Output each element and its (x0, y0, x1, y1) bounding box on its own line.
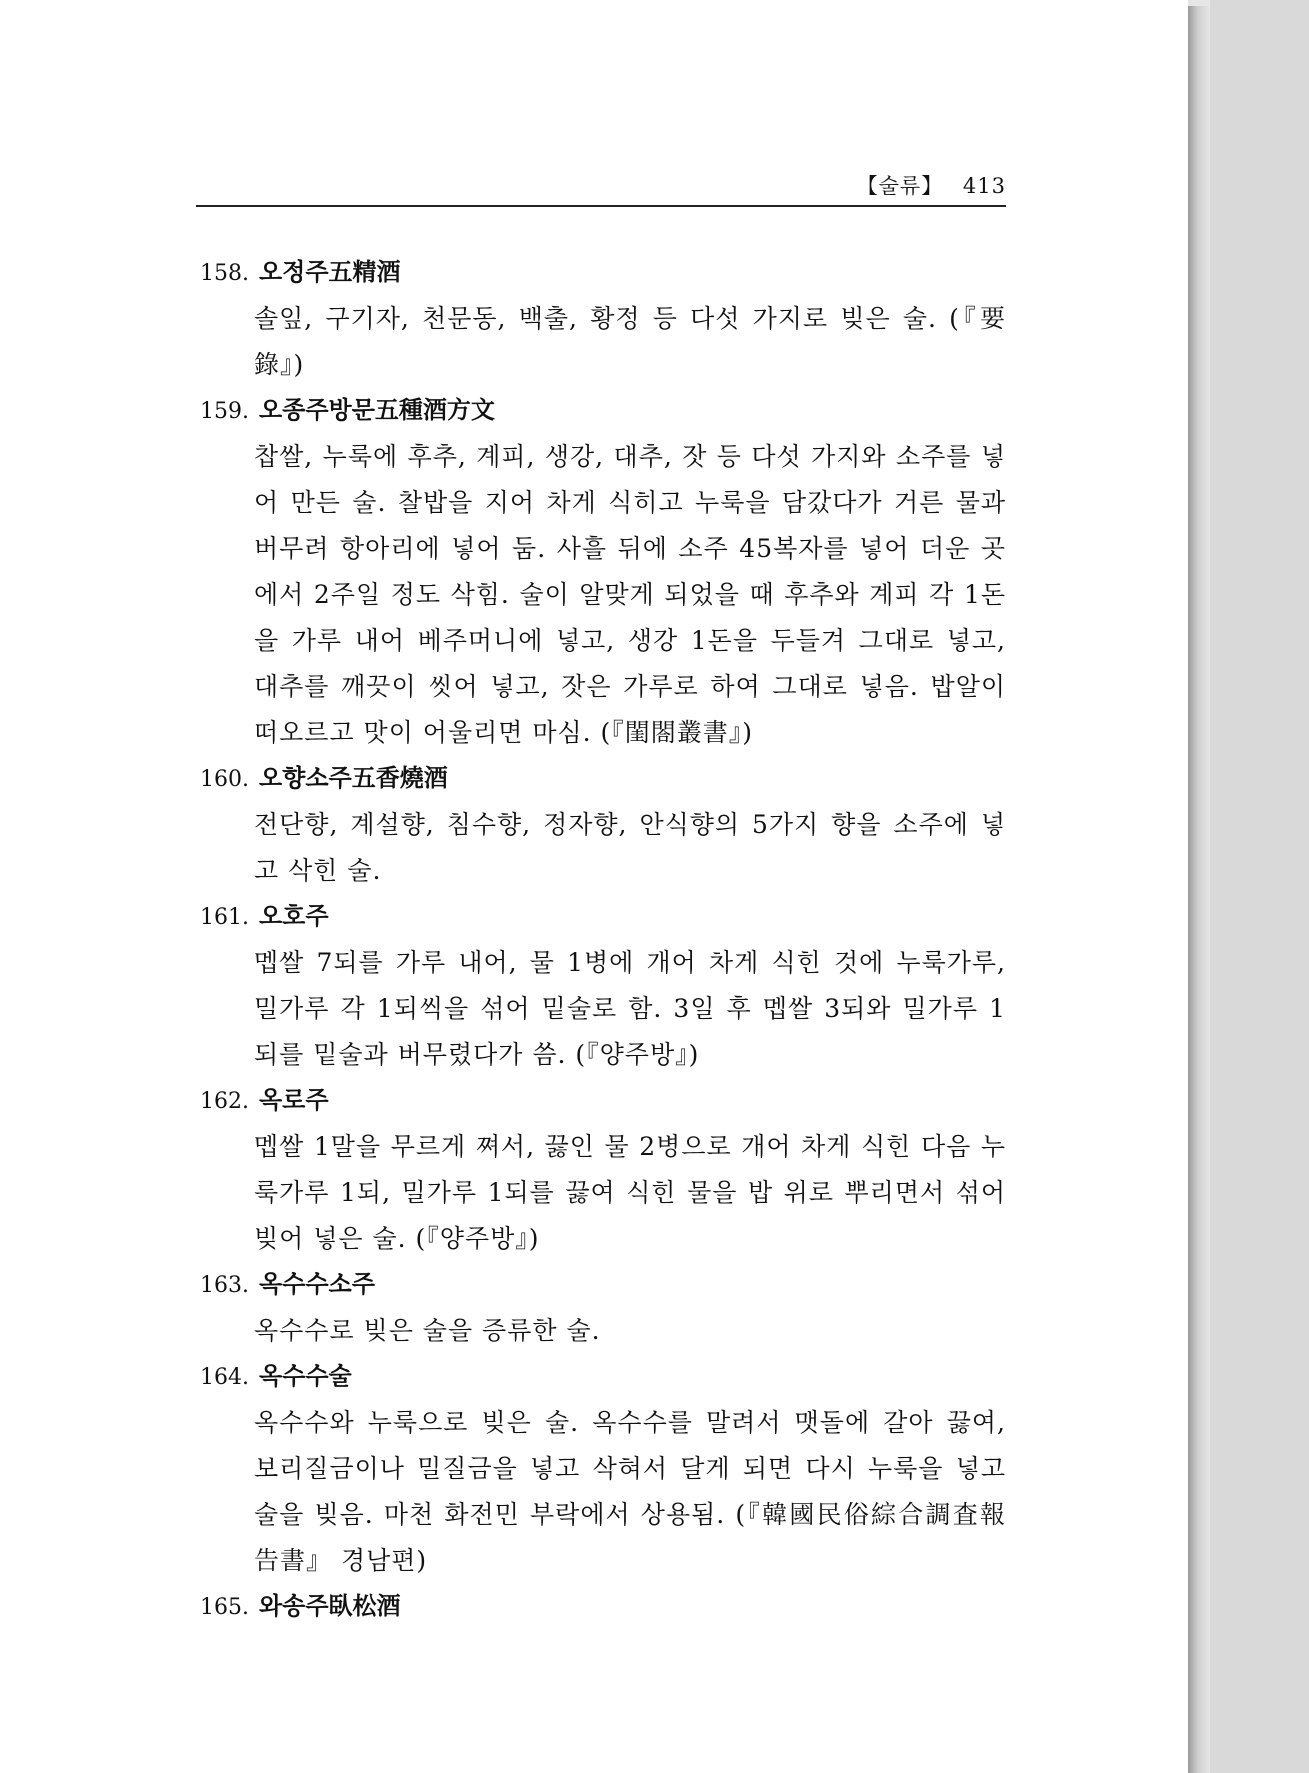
entry-number: 163. (200, 1273, 249, 1298)
entry-number: 162. (200, 1089, 249, 1114)
entry-number: 158. (200, 261, 249, 286)
dictionary-entries (200, 250, 1006, 1630)
entry-number: 165. (200, 1595, 249, 1620)
entry-title: 오호주 (258, 901, 329, 930)
entry-title: 오종주방문五種酒方文 (258, 395, 495, 424)
entry-number: 164. (200, 1365, 249, 1390)
entry-title: 오정주五精酒 (258, 257, 401, 286)
entry-number: 160. (200, 767, 249, 792)
entry-162 (200, 1078, 1006, 1262)
entry-heading (200, 1262, 1006, 1308)
entry-text: 전단향, 계설향, 침수향, 정자향, 안식향의 5가지 향을 소주에 넣고 삭힌 술. (254, 810, 1006, 885)
page-number: 413 (962, 174, 1006, 198)
page-edge-shadow (1188, 6, 1210, 1773)
entry-title: 옥수수술 (258, 1361, 352, 1390)
entry-text: 멥쌀 1말을 무르게 쪄서, 끓인 물 2병으로 개어 차게 식힌 다음 누룩가루 1되, 밀가루 1되를 끓여 식힌 물을 밥 위로 뿌리면서 섞어 빚어 넣은 술. (『양주방』) (254, 1132, 1006, 1253)
entry-text: 솔잎, 구기자, 천문동, 백출, 황정 등 다섯 가지로 빚은 술. (『要錄』) (254, 304, 1006, 379)
entry-number: 159. (200, 399, 249, 424)
header-rule (196, 205, 1006, 207)
entry-161 (200, 894, 1006, 1078)
entry-heading (200, 756, 1006, 802)
entry-title: 옥수수소주 (258, 1269, 375, 1298)
entry-heading (200, 388, 1006, 434)
running-head-section: 【술류】 (856, 174, 944, 198)
entry-title: 옥로주 (258, 1085, 329, 1114)
entry-159 (200, 388, 1006, 756)
entry-text: 옥수수와 누룩으로 빚은 술. 옥수수를 말려서 맷돌에 갈아 끓여, 보리질금이나 밀질금을 넣고 삭혀서 달게 되면 다시 누룩을 넣고 술을 빚음. 마천 화전민 부락에서 상용됨. (『韓國民俗綜合調査報告書』 경남편) (254, 1408, 1006, 1575)
entry-text: 멥쌀 7되를 가루 내어, 물 1병에 개어 차게 식힌 것에 누룩가루, 밀가루 각 1되씩을 섞어 밑술로 함. 3일 후 멥쌀 3되와 밀가루 1되를 밑술과 버무렸다가 씀. (『양주방』) (254, 948, 1006, 1069)
entry-heading (200, 250, 1006, 296)
entry-text: 옥수수로 빚은 술을 증류한 술. (254, 1316, 601, 1345)
running-head (196, 170, 1006, 200)
entry-heading (200, 1584, 1006, 1630)
entry-number: 161. (200, 905, 249, 930)
entry-title: 오향소주五香燒酒 (258, 763, 448, 792)
entry-text: 찹쌀, 누룩에 후추, 계피, 생강, 대추, 잣 등 다섯 가지와 소주를 넣어 만든 술. 찰밥을 지어 차게 식히고 누룩을 담갔다가 거른 물과 버무려 항아리에 넣어 둠. 사흘 뒤에 소주 45복자를 넣어 더운 곳에서 2주일 정도 삭힘. 술이 알맞게 되었을 때 후추와 계피 각 1돈을 가루 내어 베주머니에 넣고, 생강 1돈을 두들겨 그대로 넣고, 대추를 깨끗이 씻어 넣고, 잣은 가루로 하여 그대로 넣음. 밥알이 떠오르고 맛이 어울리면 마심. (『閨閤叢書』) (254, 442, 1006, 747)
entry-title: 와송주臥松酒 (258, 1591, 401, 1620)
entry-165 (200, 1584, 1006, 1630)
entry-160 (200, 756, 1006, 894)
entry-heading (200, 894, 1006, 940)
entry-164 (200, 1354, 1006, 1584)
entry-heading (200, 1078, 1006, 1124)
entry-158 (200, 250, 1006, 388)
entry-heading (200, 1354, 1006, 1400)
entry-163 (200, 1262, 1006, 1354)
